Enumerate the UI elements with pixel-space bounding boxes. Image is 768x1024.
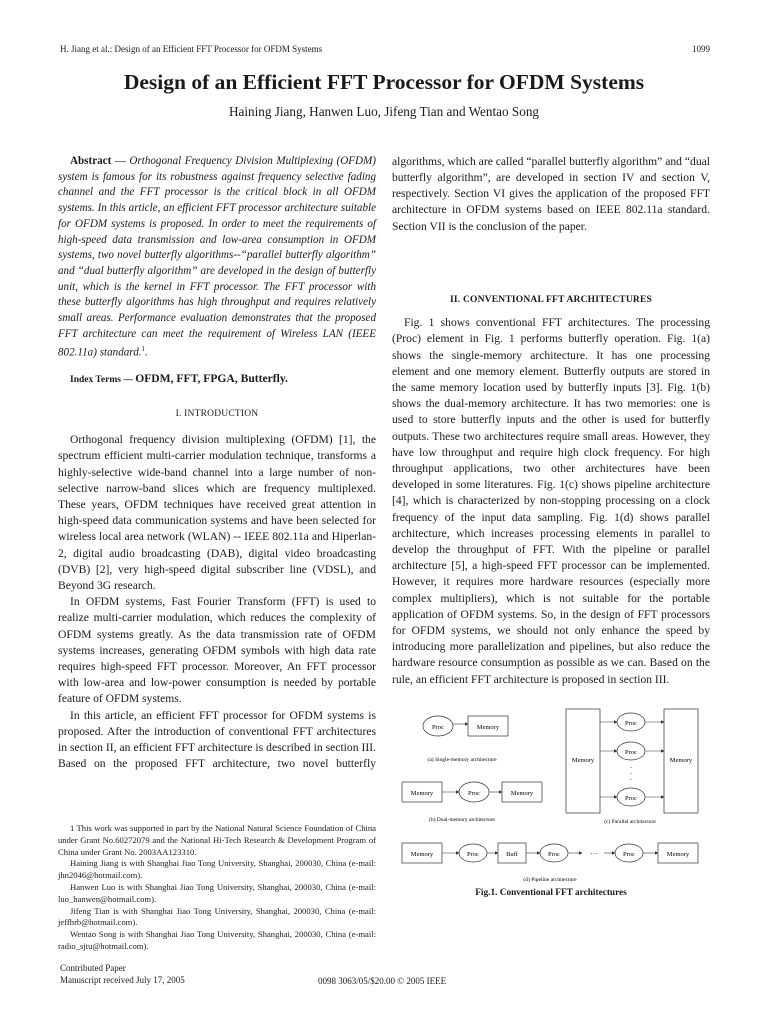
index-terms xyxy=(58,371,376,388)
right-column xyxy=(392,154,710,688)
index-terms-label: Index Terms — xyxy=(70,374,136,385)
page-number: 1099 xyxy=(692,44,710,54)
intro-paragraph-continued xyxy=(392,154,710,251)
section-heading-introduction: I. INTRODUCTION xyxy=(175,409,259,420)
subcaption-d: (d) Pipeline architecture xyxy=(523,877,577,883)
received-date: Manuscript received July 17, 2005 xyxy=(60,975,185,985)
footnote-mark: 1 xyxy=(141,345,146,354)
memory-label: Memory xyxy=(476,724,500,731)
intro-paragraph-text: In this article, an efficient FFT processor for OFDM systems is proposed. After the introduction of conventional FFT architectures in section II, an efficient FFT architecture is described in section III. Based on the proposed FFT architecture, two novel butterfly xyxy=(58,708,376,771)
abstract-label: Abstract xyxy=(70,155,112,167)
memory-label: Memory xyxy=(410,851,434,858)
vertical-ellipsis: · xyxy=(629,776,633,784)
running-head xyxy=(60,44,710,54)
intro-paragraph xyxy=(58,708,376,772)
horizontal-ellipsis: ··· xyxy=(590,850,598,858)
memory-label: Memory xyxy=(410,790,434,797)
intro-paragraph: In OFDM systems, Fast Fourier Transform (FFT) is used to realize multi-carrier modulation, which reduces the complexity of OFDM systems greatly. As the data transmission rate of OFDM systems increases, generating OFDM symbols with high data rate requires high-speed FFT processor. Moreover, An FFT processor with low-area and low-power consumption is needed by portable feature of OFDM systems. xyxy=(58,595,376,706)
copyright: 0098 3063/05/$20.00 © 2005 IEEE xyxy=(318,976,447,986)
abstract-text: Orthogonal Frequency Division Multiplexing (OFDM) system is famous for its robustness against frequency selective fading channel and the FFT processor is the critical block in all OFDM systems. In this article, an efficient FFT processor architecture suitable for OFDM systems is proposed. In order to meet the requirements of high-speed data transmission and low-area consumption in OFDM systems, two novel butterfly algorithms--“parallel butterfly algorithm” and “dual butterfly algorithm” are developed in the design of butterfly unit, which is the kernel in FFT processor. The FFT processor with these butterfly algorithms has high throughput and requires relatively small areas. Performance evaluation demonstrates that the proposed FFT architecture can meet the requirement of Wireless LAN (IEEE 802.11a) standard. xyxy=(58,155,376,360)
architecture-diagram xyxy=(392,700,710,890)
proc-label: Proc xyxy=(625,795,637,802)
single-memory-architecture xyxy=(423,716,508,763)
abstract: Abstract — Orthogonal Frequency Division Multiplexing (OFDM) system is famous for its robustness against frequency selective fading channel and the FFT processor is the critical block in all OFDM systems. In this article, an efficient FFT processor architecture suitable for OFDM systems is proposed. In order to meet the requirements of high-speed data transmission and low-area consumption in OFDM systems, two novel butterfly algorithms--“parallel butterfly algorithm” and “dual butterfly algorithm” are developed in the design of butterfly unit, which is the kernel in FFT processor. The FFT processor with these butterfly algorithms has high throughput and requires relatively small areas. Performance evaluation demonstrates that the proposed FFT architecture can meet the requirement of Wireless LAN (IEEE 802.11a) standard.$^1$. xyxy=(58,155,376,360)
footnote: Jifeng Tian is with Shanghai Jiao Tong University, Shanghai, 200030, China (e-mail: jeffhrb@hotmail.com). xyxy=(58,905,376,928)
buff-label: Buff xyxy=(506,851,518,858)
contributed-label: Contributed Paper xyxy=(60,963,126,973)
memory-label: Memory xyxy=(666,851,690,858)
proc-label: Proc xyxy=(625,749,637,756)
left-column xyxy=(58,154,376,772)
footnote: 1 This work was supported in part by the National Natural Science Foundation of China under Grant No.60272079 and the National Hi-Tech Research & Development Program of China under Grant No. 2003AA123310. xyxy=(58,823,376,857)
vertical-ellipsis: · xyxy=(629,770,633,778)
proc-label: Proc xyxy=(623,851,635,858)
proc-label: Proc xyxy=(548,851,560,858)
memory-label: Memory xyxy=(571,757,595,764)
subcaption-a: (a) Single-memory architecture xyxy=(427,757,497,763)
footnote: Wentao Song is with Shanghai Jiao Tong University, Shanghai, 200030, China (e-mail: radio_sjtu@hotmail.com). xyxy=(58,929,376,951)
pipeline-architecture xyxy=(402,843,698,883)
footnote: Hanwen Luo is with Shanghai Jiao Tong University, Shanghai, 200030, China (e-mail: luo_hanwen@hotmail.com). xyxy=(58,881,376,904)
intro-paragraph: Orthogonal frequency division multiplexing (OFDM) [1], the spectrum efficient multi-carrier modulation technique, transforms a highly-selective wide-band channel into a large number of non-selective narrow-band slices which are frequency multiplexed. These years, OFDM techniques have received great attention in high-speed data communication systems and have been selected for wireless local area network (WLAN) -- IEEE 802.11a and Hiperlan-2, digital audio broadcasting (DAB), digital video broadcasting (DVB) [2], very high-speed digital subscriber line (VDSL), and Beyond 3G research. xyxy=(58,433,376,593)
proc-label: Proc xyxy=(432,724,444,731)
memory-label: Memory xyxy=(669,757,693,764)
figure-caption: Fig.1. Conventional FFT architectures xyxy=(475,888,627,898)
contributed-note xyxy=(60,962,185,986)
proc-label: Proc xyxy=(625,720,637,727)
proc-label: Proc xyxy=(467,851,479,858)
index-terms-text: OFDM, FFT, FPGA, Butterfly. xyxy=(135,371,288,385)
section2-paragraph: Fig. 1 shows conventional FFT architectures. The processing (Proc) element in Fig. 1 performs butterfly operation. Fig. 1(a) shows the single-memory architecture. It has one processing element and one memory element. Butterfly outputs are stored in the same memory location used by butterfly inputs [3]. Fig. 1(b) shows the dual-memory architecture. It has two memories: one is used to store butterfly inputs and the other is used for butterfly outputs. These two architectures require small areas. However, they have low throughput and require high clock frequency. For high throughput applications, two other architectures have been developed in some literatures. Fig. 1(c) shows pipeline architecture [4], which is characterized by non-stopping processing on a clock frequency of the input data sampling. Fig. 1(d) shows parallel architecture, which increases processing elements in parallel to develop the throughput of FFT. With the pipeline or parallel architecture [5], a high-speed FFT processor can be implemented. However, it requires more hardware resources (especially more complex multipliers), which is not suitable for the portable application of OFDM systems. So, in the design of FFT processors for OFDM systems, we should not only enhance the speed by introducing more parallelization and pipelines, but also reduce the hardware resource consumption as possible as we can. Based on the rule, an efficient FFT architecture is proposed in section III. xyxy=(392,316,710,686)
subcaption-b: (b) Dual-memory architecture xyxy=(429,817,495,823)
figure-1 xyxy=(392,700,710,900)
dual-memory-architecture xyxy=(402,782,542,823)
subcaption-c: (c) Parallel architecture xyxy=(604,819,656,825)
author-list: Haining Jiang, Hanwen Luo, Jifeng Tian and Wentao Song xyxy=(228,104,540,119)
section-heading-conventional: II. CONVENTIONAL FFT ARCHITECTURES xyxy=(450,295,652,305)
memory-label: Memory xyxy=(510,790,534,797)
abstract-dash: — xyxy=(111,155,130,167)
intro-paragraph-continued-text: algorithms, which are called “parallel butterfly algorithm” and “dual butterfly algorithm”, are developed in section IV and section V, respectively. Section VI gives the application of the proposed FFT architecture in OFDM systems based on IEEE 802.11a standard. Section VII is the conclusion of the paper. xyxy=(392,154,710,233)
footnote: Haining Jiang is with Shanghai Jiao Tong University, Shanghai, 200030, China (e-mail: jhn2046@hotmail.com). xyxy=(58,858,376,881)
footnotes xyxy=(58,823,376,953)
vertical-ellipsis: · xyxy=(629,764,633,772)
proc-label: Proc xyxy=(468,790,480,797)
parallel-architecture xyxy=(566,709,698,825)
running-title: H. Jiang et al.: Design of an Efficient FFT Processor for OFDM Systems xyxy=(60,44,323,54)
paper-title: Design of an Efficient FFT Processor for OFDM Systems xyxy=(123,70,645,94)
